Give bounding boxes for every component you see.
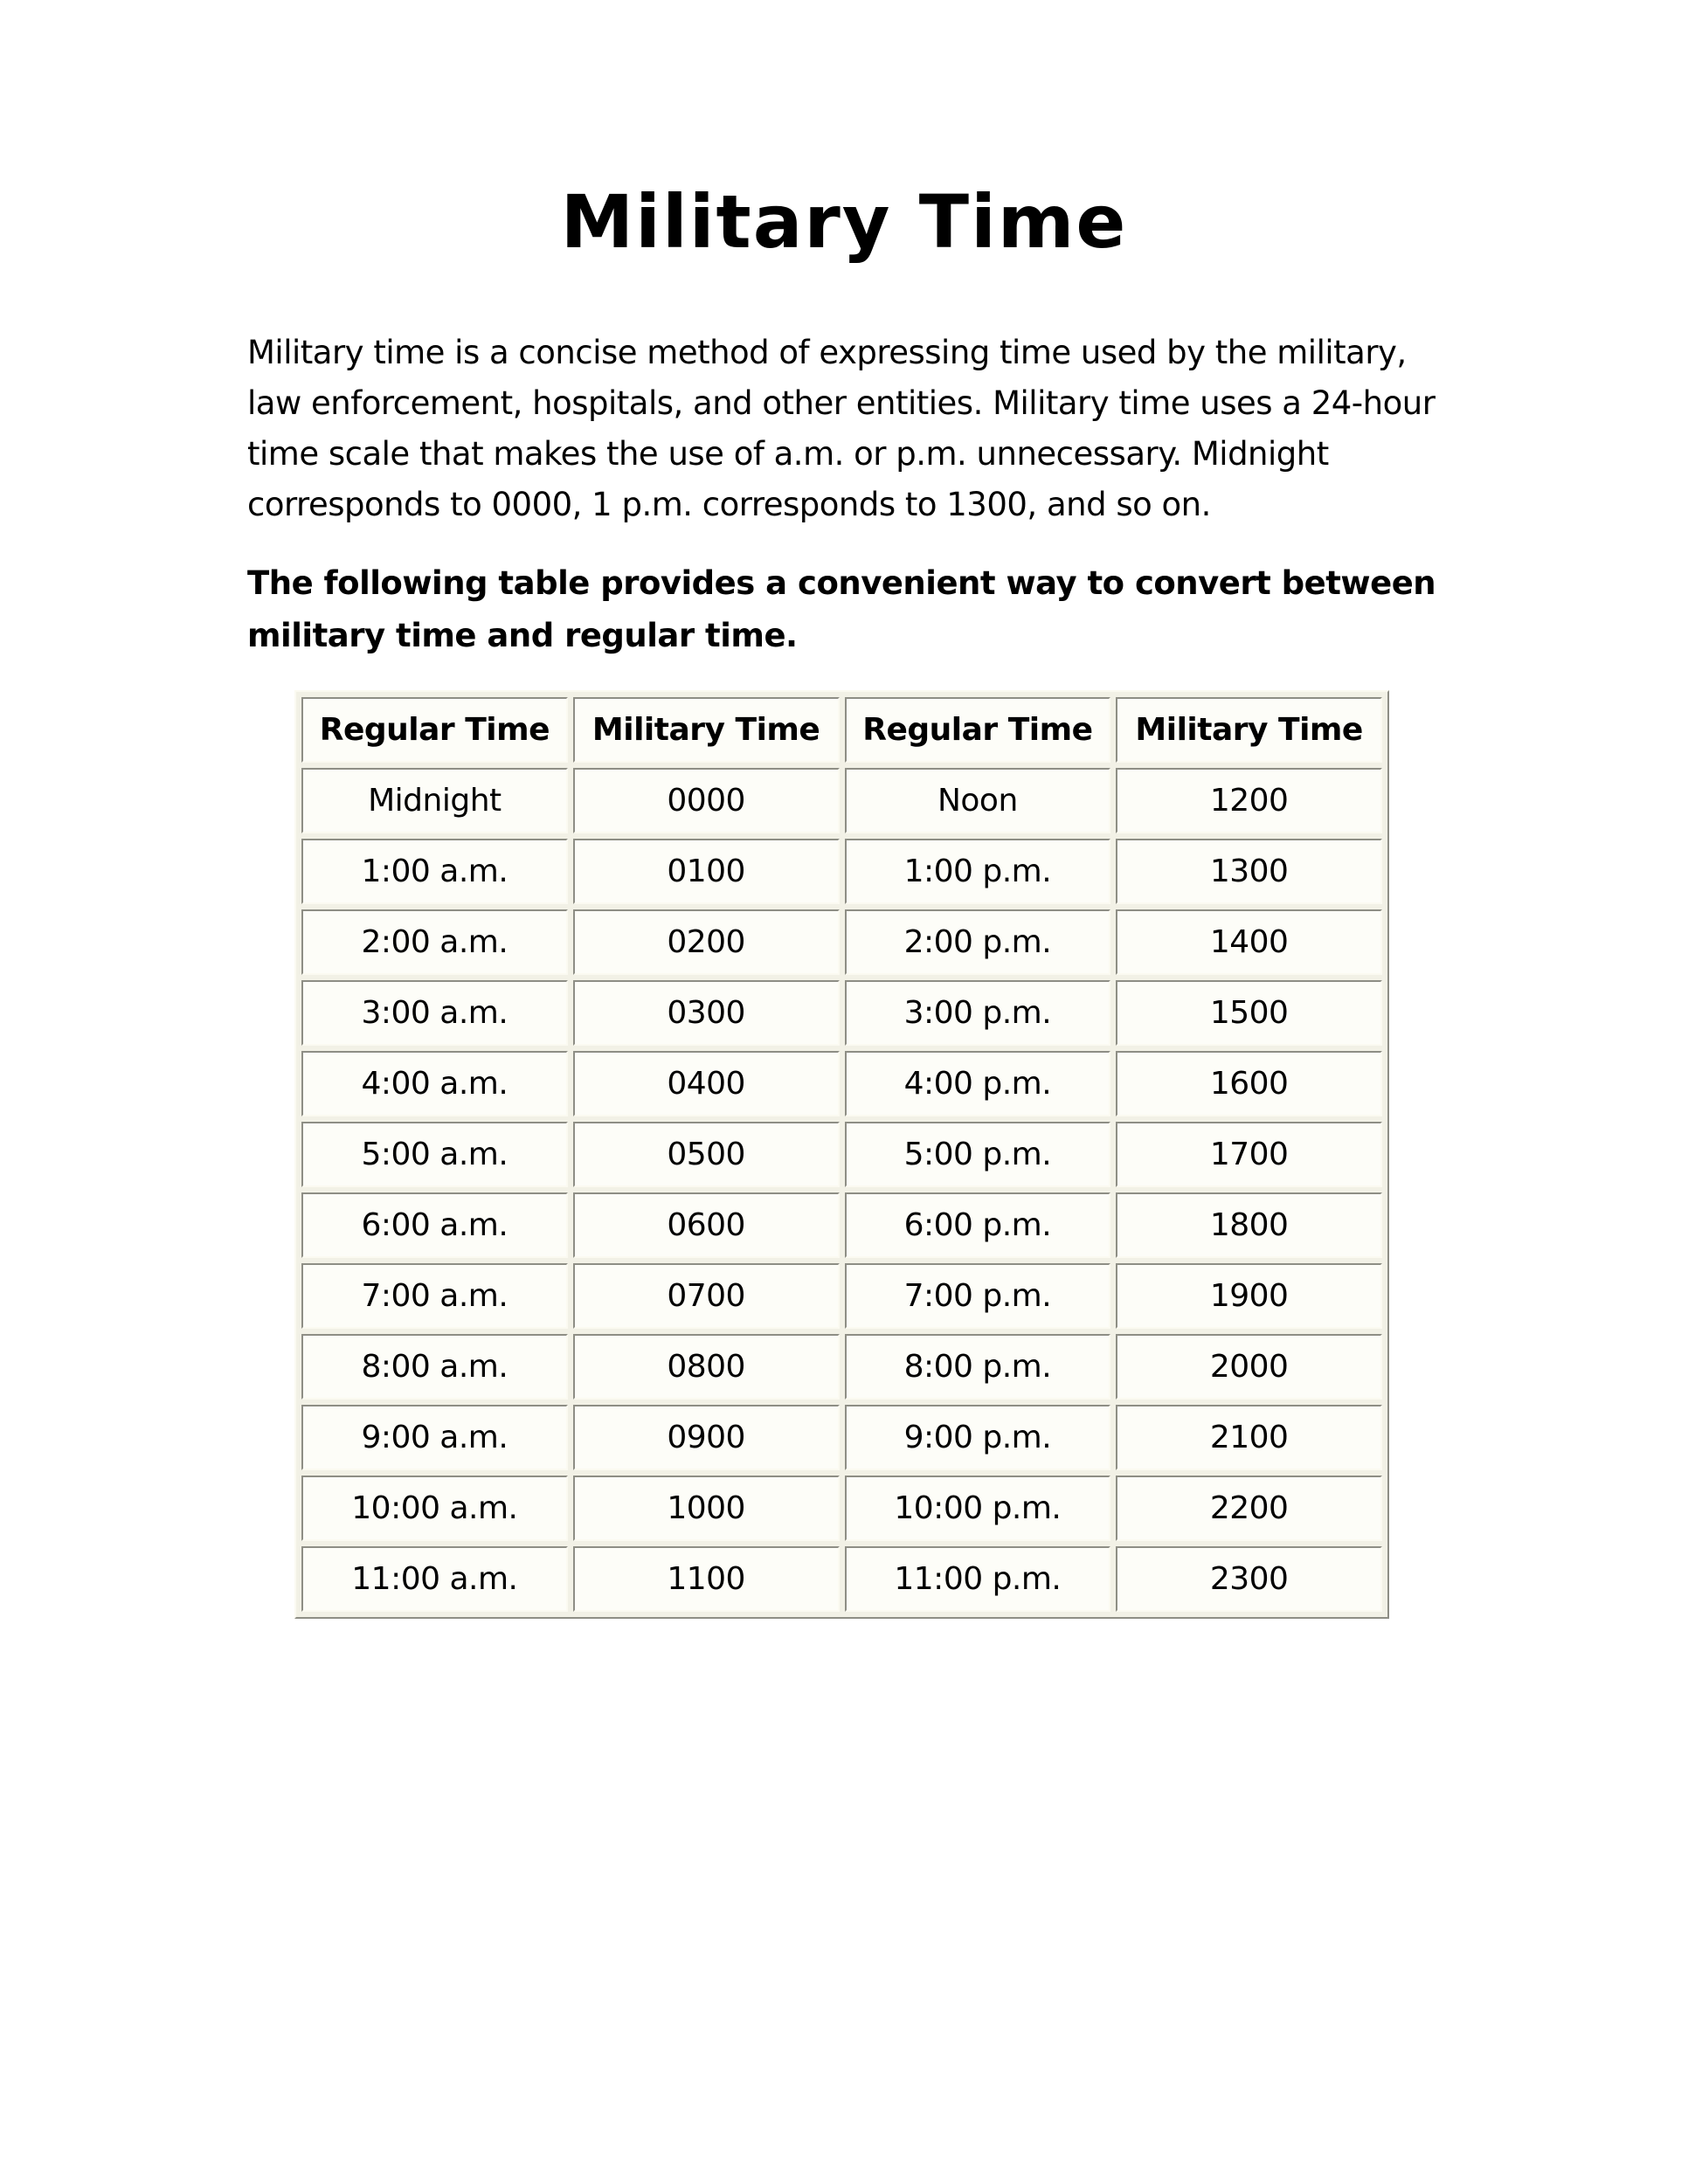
table-cell: 0400 (573, 1051, 840, 1116)
table-cell: 0700 (573, 1263, 840, 1329)
table-cell: 7:00 p.m. (845, 1263, 1111, 1329)
table-cell: 1200 (1116, 768, 1382, 833)
table-cell: 1500 (1116, 980, 1382, 1046)
table-cell: Noon (845, 768, 1111, 833)
table-row (301, 1122, 1382, 1187)
table-row (301, 1546, 1382, 1612)
table-cell: 8:00 a.m. (301, 1334, 568, 1400)
table-cell: 2:00 p.m. (845, 909, 1111, 975)
table-cell: 11:00 a.m. (301, 1546, 568, 1612)
table-cell: 1:00 a.m. (301, 839, 568, 904)
table-cell: 1300 (1116, 839, 1382, 904)
table-cell: 8:00 p.m. (845, 1334, 1111, 1400)
intro-paragraph (247, 328, 1488, 530)
table-row (301, 980, 1382, 1046)
table-row (301, 1192, 1382, 1258)
table-cell: 1000 (573, 1476, 840, 1541)
table-cell: 1900 (1116, 1263, 1382, 1329)
table-row (301, 1051, 1382, 1116)
table-row (301, 1263, 1382, 1329)
conversion-table (294, 690, 1389, 1619)
table-cell: 0000 (573, 768, 840, 833)
table-cell: 0200 (573, 909, 840, 975)
table-cell: 4:00 a.m. (301, 1051, 568, 1116)
table-cell: 1100 (573, 1546, 840, 1612)
table-intro-line: The following table provides a convenient way to convert between (247, 564, 1436, 602)
table-cell: 4:00 p.m. (845, 1051, 1111, 1116)
table-cell: 11:00 p.m. (845, 1546, 1111, 1612)
page-title: Military Time (560, 179, 1128, 265)
header-cell-regular-time-2: Regular Time (845, 697, 1111, 763)
intro-line: law enforcement, hospitals, and other entities. Military time uses a 24-hour (247, 384, 1435, 422)
table-cell: 3:00 p.m. (845, 980, 1111, 1046)
table-cell: 5:00 p.m. (845, 1122, 1111, 1187)
table-row (301, 1334, 1382, 1400)
table-cell: 7:00 a.m. (301, 1263, 568, 1329)
table-cell: 10:00 a.m. (301, 1476, 568, 1541)
table-cell: 6:00 p.m. (845, 1192, 1111, 1258)
table-cell: 0900 (573, 1405, 840, 1470)
table-row (301, 909, 1382, 975)
conversion-table-header (301, 697, 1382, 763)
table-row (301, 839, 1382, 904)
table-cell: 0600 (573, 1192, 840, 1258)
header-cell-regular-time-1: Regular Time (301, 697, 568, 763)
table-cell: 3:00 a.m. (301, 980, 568, 1046)
table-cell: 1400 (1116, 909, 1382, 975)
intro-line: time scale that makes the use of a.m. or p.m. unnecessary. Midnight (247, 435, 1329, 473)
table-cell: 0500 (573, 1122, 840, 1187)
table-cell: 6:00 a.m. (301, 1192, 568, 1258)
header-row (301, 697, 1382, 763)
table-cell: 9:00 a.m. (301, 1405, 568, 1470)
table-cell: 2300 (1116, 1546, 1382, 1612)
table-row (301, 1476, 1382, 1541)
table-cell: 10:00 p.m. (845, 1476, 1111, 1541)
table-cell: 1600 (1116, 1051, 1382, 1116)
table-cell: 5:00 a.m. (301, 1122, 568, 1187)
table-cell: 2:00 a.m. (301, 909, 568, 975)
table-cell: 1800 (1116, 1192, 1382, 1258)
table-cell: 2100 (1116, 1405, 1382, 1470)
header-cell-military-time-1: Military Time (573, 697, 840, 763)
table-cell: Midnight (301, 768, 568, 833)
table-cell: 2200 (1116, 1476, 1382, 1541)
table-intro-paragraph (247, 557, 1488, 662)
intro-line: corresponds to 0000, 1 p.m. corresponds to 1300, and so on. (247, 486, 1211, 523)
table-row (301, 768, 1382, 833)
table-intro-line: military time and regular time. (247, 617, 798, 654)
table-cell: 9:00 p.m. (845, 1405, 1111, 1470)
table-cell: 1700 (1116, 1122, 1382, 1187)
table-cell: 1:00 p.m. (845, 839, 1111, 904)
header-cell-military-time-2: Military Time (1116, 697, 1382, 763)
intro-line: Military time is a concise method of expressing time used by the military, (247, 334, 1407, 371)
table-cell: 0800 (573, 1334, 840, 1400)
table-cell: 0300 (573, 980, 840, 1046)
table-cell: 0100 (573, 839, 840, 904)
table-row (301, 1405, 1382, 1470)
table-cell: 2000 (1116, 1334, 1382, 1400)
conversion-table-body (301, 768, 1382, 1612)
